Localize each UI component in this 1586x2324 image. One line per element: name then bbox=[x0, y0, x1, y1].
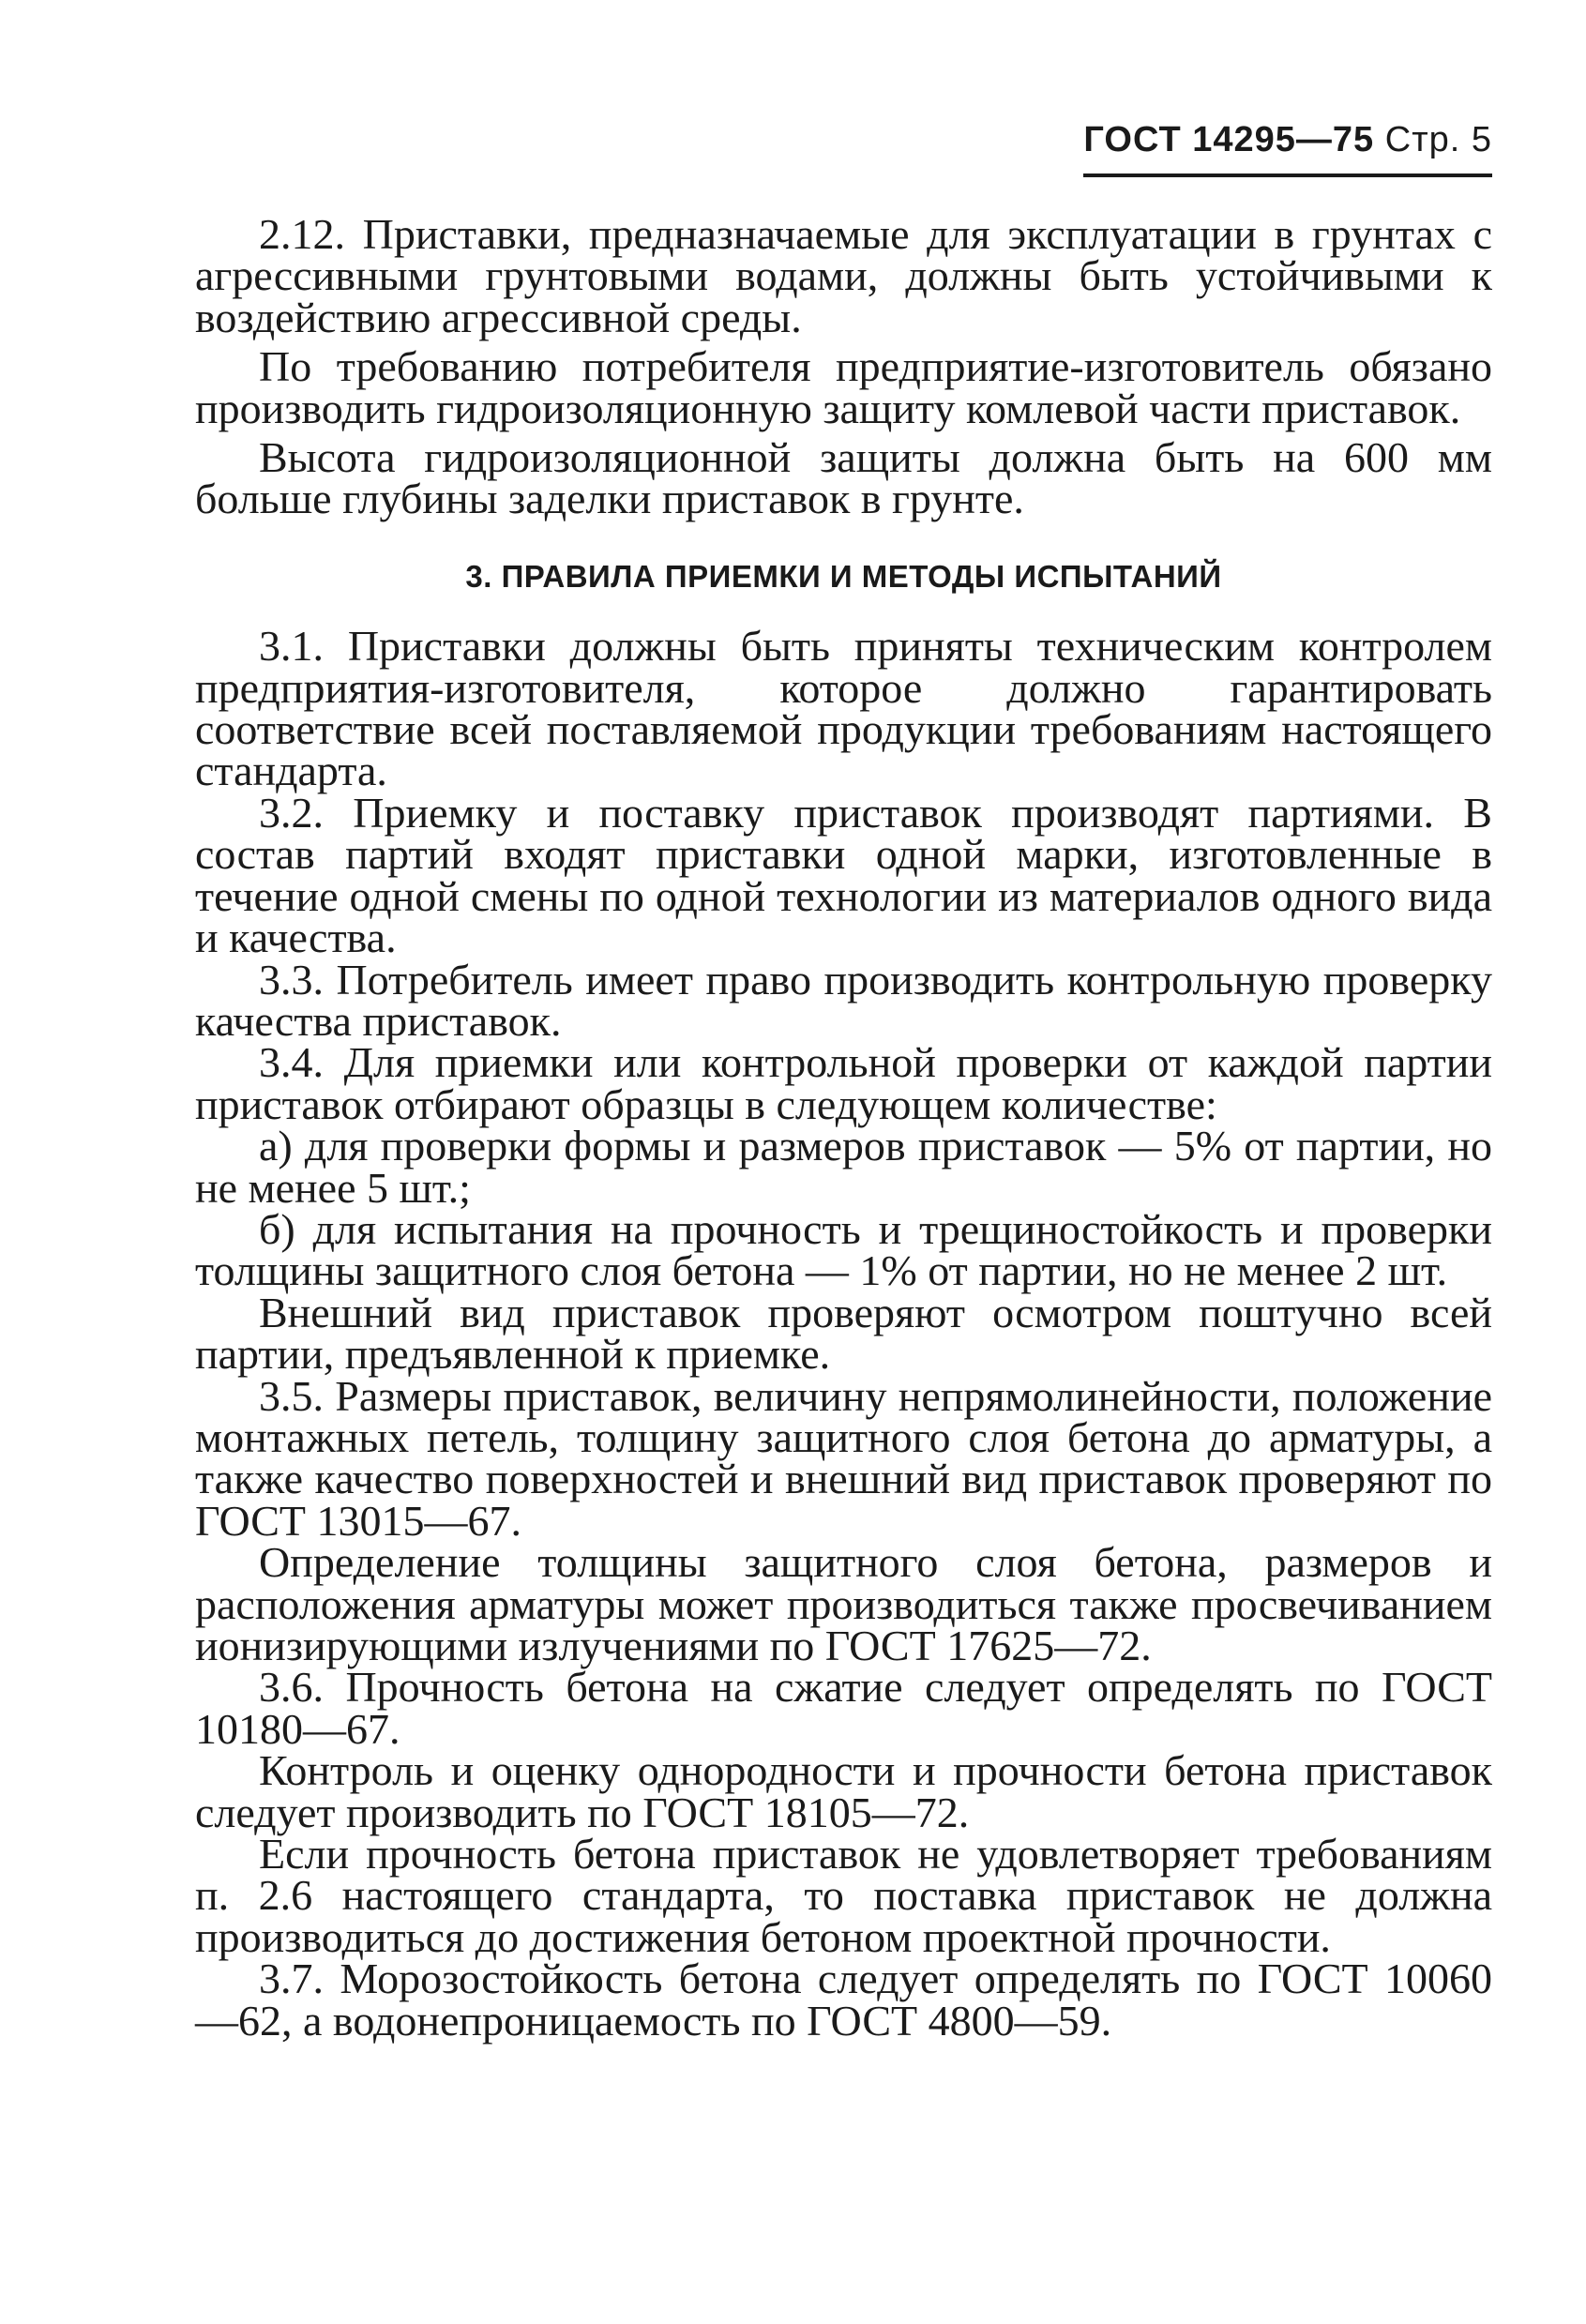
section-title: 3. ПРАВИЛА ПРИЕМКИ И МЕТОДЫ ИСПЫТАНИЙ bbox=[465, 558, 1222, 594]
paragraph-2-12: 2.12. Приставки, предназначаемые для эксплуатации в грунтах с агрессивными грунтовыми водами, должны быть устойчивыми к воздействию агрессивной среды. bbox=[195, 210, 1492, 341]
paragraph-3-3: 3.3. Потребитель имеет право производить контрольную проверку качества приставок. bbox=[195, 955, 1492, 1045]
page-number: Стр. 5 bbox=[1384, 120, 1492, 159]
paragraph-3-6-strength: Если прочность бетона приставок не удовлетворяет требованиям п. 2.6 настоящего стандарта, то поставка приставок не должна производиться до достижения бетоном проектной прочности. bbox=[195, 1830, 1492, 1961]
paragraph-3-6: 3.6. Прочность бетона на сжатие следует определять по ГОСТ 10180—67. bbox=[195, 1663, 1492, 1753]
paragraph-3-2: 3.2. Приемку и поставку приставок производят партиями. В состав партий входят приставки одной марки, изготовленные в течение одной смены по одной технологии из материалов одного вида и качества. bbox=[195, 788, 1492, 962]
standard-number: ГОСТ 14295—75 bbox=[1083, 120, 1375, 159]
paragraph-3-4-b: б) для испытания на прочность и трещиностойкость и проверки толщины защитного слоя бетона — 1% от партии, но не менее 2 шт. bbox=[195, 1204, 1492, 1295]
paragraph-3-5-xray: Определение толщины защитного слоя бетона, размеров и расположения арматуры может производиться также просвечиванием ионизирующими излучениями по ГОСТ 17625—72. bbox=[195, 1538, 1492, 1669]
paragraph-3-4: 3.4. Для приемки или контрольной проверки от каждой партии приставок отбирают образцы в следующем количестве: bbox=[195, 1038, 1492, 1128]
document-body bbox=[195, 210, 1492, 2045]
paragraph-3-4-a: а) для проверки формы и размеров приставок — 5% от партии, но не менее 5 шт.; bbox=[195, 1122, 1492, 1212]
paragraph-2-12-waterproofing: По требованию потребителя предприятие-изготовитель обязано производить гидроизоляционную защиту комлевой части приставок. bbox=[195, 342, 1492, 432]
paragraph-3-5: 3.5. Размеры приставок, величину непрямолинейности, положение монтажных петель, толщину защитного слоя бетона до арматуры, а также качество поверхностей и внешний вид приставок проверяют по ГОСТ 13015—67. bbox=[195, 1371, 1492, 1545]
paragraph-3-7: 3.7. Морозостойкость бетона следует определять по ГОСТ 10060—62, а водонепроницаемость по ГОСТ 4800—59. bbox=[195, 1954, 1492, 2045]
paragraph-2-12-height: Высота гидроизоляционной защиты должна быть на 600 мм больше глубины заделки приставок в грунте. bbox=[195, 433, 1492, 523]
paragraph-3-1: 3.1. Приставки должны быть приняты техническим контролем предприятия-изготовителя, которое должно гарантировать соответствие всей поставляемой продукции требованиям настоящего стандарта. bbox=[195, 622, 1492, 795]
paragraph-3-6-uniformity: Контроль и оценку однородности и прочности бетона приставок следует производить по ГОСТ 18105—72. bbox=[195, 1746, 1492, 1836]
paragraph-3-4-visual: Внешний вид приставок проверяют осмотром поштучно всей партии, предъявленной к приемке. bbox=[195, 1288, 1492, 1379]
page-header bbox=[1083, 120, 1492, 177]
